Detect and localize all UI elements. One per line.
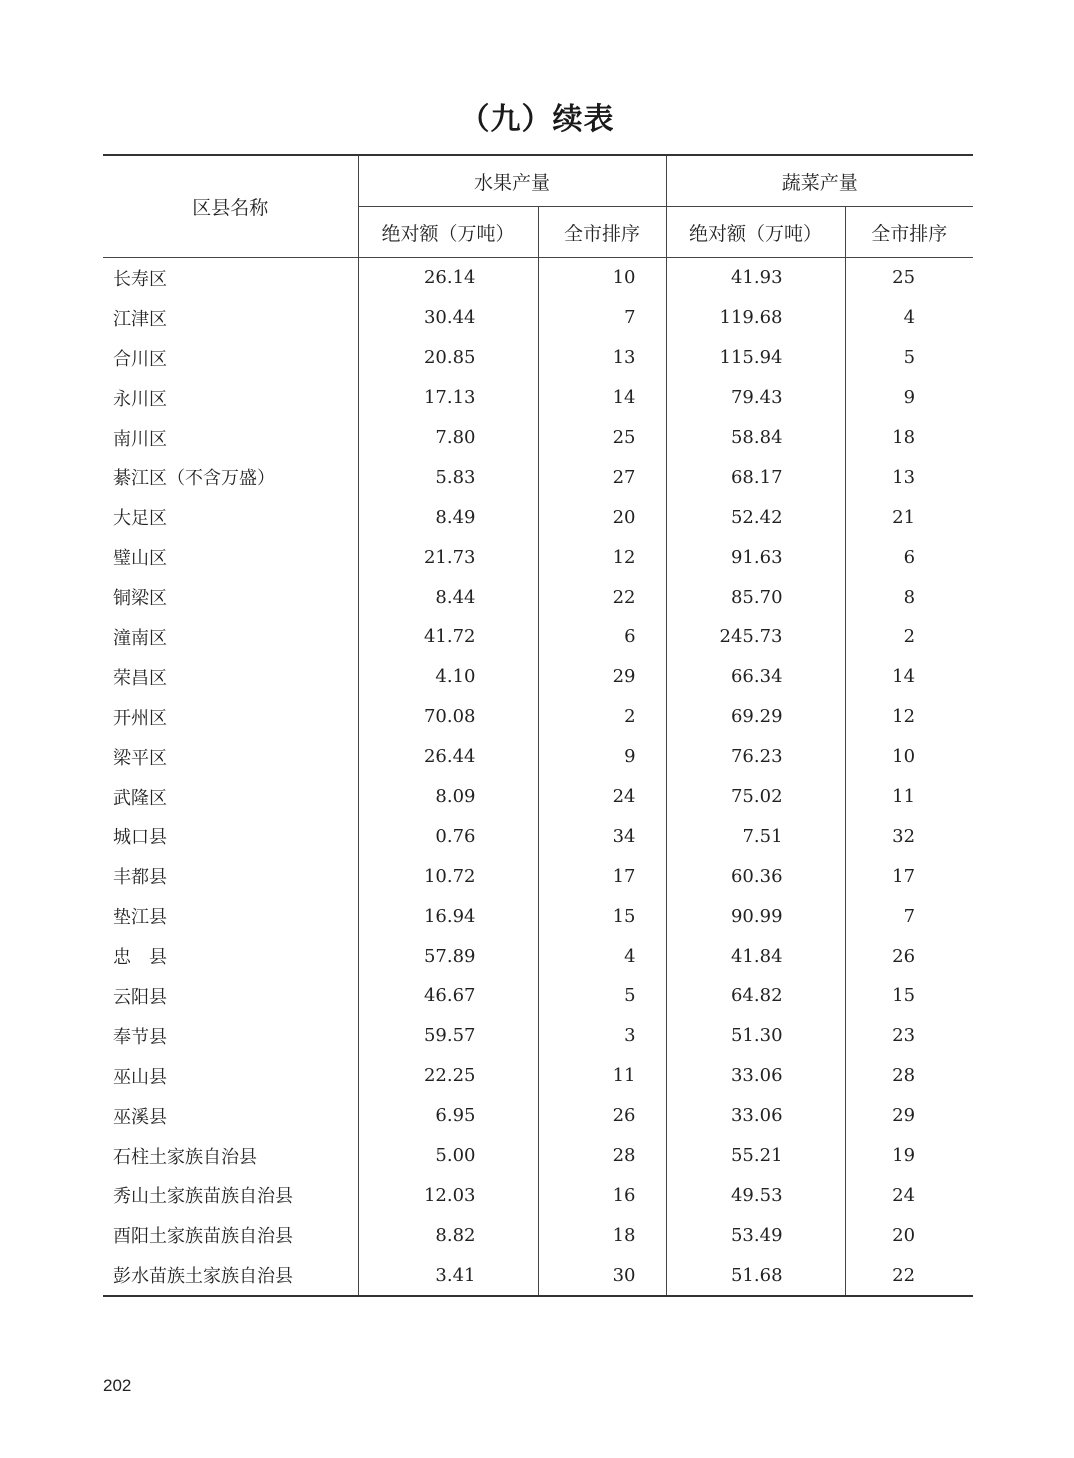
fruit-rank-cell: 9 <box>538 737 666 777</box>
vegetable-amount-cell: 66.34 <box>666 657 845 697</box>
fruit-amount-cell: 0.76 <box>358 816 538 856</box>
vegetable-amount-cell: 58.84 <box>666 418 845 458</box>
fruit-amount-cell: 10.72 <box>358 856 538 896</box>
fruit-amount-cell: 4.10 <box>358 657 538 697</box>
vegetable-amount-cell: 55.21 <box>666 1136 845 1176</box>
vegetable-rank-header: 全市排序 <box>845 207 973 258</box>
table-row <box>103 497 973 537</box>
district-name-cell: 云阳县 <box>113 986 167 1008</box>
vegetable-amount-cell: 52.42 <box>666 497 845 537</box>
district-name-cell: 永川区 <box>113 388 167 410</box>
fruit-rank-cell: 18 <box>538 1215 666 1255</box>
district-name-cell: 垫江县 <box>113 907 167 929</box>
district-name-cell: 奉节县 <box>113 1026 167 1048</box>
district-name-cell: 石柱土家族自治县 <box>113 1146 257 1168</box>
fruit-amount-cell: 21.73 <box>358 537 538 577</box>
district-name-cell: 大足区 <box>113 508 167 530</box>
table-row <box>103 418 973 458</box>
fruit-rank-cell: 11 <box>538 1056 666 1096</box>
production-table <box>103 154 973 1297</box>
fruit-rank-header: 全市排序 <box>538 207 666 258</box>
vegetable-amount-cell: 68.17 <box>666 457 845 497</box>
vegetable-rank-cell: 2 <box>845 617 973 657</box>
district-header: 区县名称 <box>103 155 358 258</box>
fruit-amount-cell: 3.41 <box>358 1255 538 1296</box>
fruit-amount-cell: 30.44 <box>358 298 538 338</box>
vegetable-amount-cell: 91.63 <box>666 537 845 577</box>
fruit-rank-cell: 6 <box>538 617 666 657</box>
vegetable-rank-cell: 20 <box>845 1215 973 1255</box>
fruit-rank-cell: 27 <box>538 457 666 497</box>
district-name-cell: 彭水苗族土家族自治县 <box>113 1266 293 1288</box>
table-row <box>103 1096 973 1136</box>
vegetable-amount-cell: 85.70 <box>666 577 845 617</box>
district-name-cell: 南川区 <box>113 428 167 450</box>
fruit-amount-cell: 26.14 <box>358 258 538 298</box>
vegetable-amount-cell: 69.29 <box>666 697 845 737</box>
fruit-amount-cell: 20.85 <box>358 338 538 378</box>
district-name-cell: 酉阳土家族苗族自治县 <box>113 1226 293 1248</box>
vegetable-rank-cell: 28 <box>845 1056 973 1096</box>
vegetable-rank-cell: 15 <box>845 976 973 1016</box>
vegetable-rank-cell: 29 <box>845 1096 973 1136</box>
fruit-amount-cell: 6.95 <box>358 1096 538 1136</box>
fruit-amount-header: 绝对额（万吨） <box>358 207 538 258</box>
vegetable-rank-cell: 11 <box>845 777 973 817</box>
vegetable-amount-cell: 51.68 <box>666 1255 845 1296</box>
page-title: （九）续表 <box>459 102 615 137</box>
fruit-amount-cell: 12.03 <box>358 1175 538 1215</box>
vegetable-rank-cell: 23 <box>845 1016 973 1056</box>
vegetable-amount-cell: 90.99 <box>666 896 845 936</box>
table-row <box>103 1215 973 1255</box>
table-body <box>103 258 973 1297</box>
fruit-header: 水果产量 <box>358 155 666 207</box>
vegetable-rank-cell: 10 <box>845 737 973 777</box>
fruit-amount-cell: 5.00 <box>358 1136 538 1176</box>
district-name-cell: 璧山区 <box>113 548 167 570</box>
table-row <box>103 777 973 817</box>
district-name-cell: 铜梁区 <box>113 588 167 610</box>
vegetable-amount-cell: 41.84 <box>666 936 845 976</box>
vegetable-amount-cell: 245.73 <box>666 617 845 657</box>
vegetable-amount-cell: 53.49 <box>666 1215 845 1255</box>
fruit-rank-cell: 34 <box>538 816 666 856</box>
vegetable-header: 蔬菜产量 <box>666 155 973 207</box>
vegetable-amount-cell: 79.43 <box>666 378 845 418</box>
vegetable-rank-cell: 32 <box>845 816 973 856</box>
vegetable-amount-cell: 41.93 <box>666 258 845 298</box>
vegetable-rank-cell: 4 <box>845 298 973 338</box>
fruit-amount-cell: 22.25 <box>358 1056 538 1096</box>
district-name-cell: 秀山土家族苗族自治县 <box>113 1186 293 1208</box>
fruit-rank-cell: 3 <box>538 1016 666 1056</box>
table-row <box>103 1255 973 1296</box>
fruit-rank-cell: 2 <box>538 697 666 737</box>
district-name-cell: 綦江区（不含万盛） <box>113 468 275 490</box>
fruit-rank-cell: 15 <box>538 896 666 936</box>
table-row <box>103 537 973 577</box>
vegetable-amount-cell: 49.53 <box>666 1175 845 1215</box>
vegetable-rank-cell: 18 <box>845 418 973 458</box>
table-row <box>103 976 973 1016</box>
fruit-rank-cell: 20 <box>538 497 666 537</box>
table-row <box>103 816 973 856</box>
district-name-cell: 城口县 <box>113 827 167 849</box>
vegetable-amount-cell: 115.94 <box>666 338 845 378</box>
fruit-amount-cell: 41.72 <box>358 617 538 657</box>
fruit-rank-cell: 13 <box>538 338 666 378</box>
fruit-rank-cell: 5 <box>538 976 666 1016</box>
vegetable-rank-cell: 13 <box>845 457 973 497</box>
district-name-cell: 江津区 <box>113 308 167 330</box>
table-row <box>103 457 973 497</box>
vegetable-amount-cell: 7.51 <box>666 816 845 856</box>
fruit-amount-cell: 57.89 <box>358 936 538 976</box>
fruit-rank-cell: 30 <box>538 1255 666 1296</box>
fruit-amount-cell: 16.94 <box>358 896 538 936</box>
vegetable-rank-cell: 22 <box>845 1255 973 1296</box>
fruit-rank-cell: 25 <box>538 418 666 458</box>
district-name-cell: 巫溪县 <box>113 1106 167 1128</box>
fruit-amount-cell: 8.44 <box>358 577 538 617</box>
district-name-cell: 丰都县 <box>113 867 167 889</box>
table-row <box>103 1056 973 1096</box>
fruit-rank-cell: 4 <box>538 936 666 976</box>
district-name-cell: 长寿区 <box>113 268 167 290</box>
district-name-cell: 荣昌区 <box>113 667 167 689</box>
fruit-amount-cell: 8.09 <box>358 777 538 817</box>
fruit-rank-cell: 10 <box>538 258 666 298</box>
table-row <box>103 258 973 298</box>
table-row <box>103 697 973 737</box>
table-row <box>103 1016 973 1056</box>
vegetable-amount-cell: 76.23 <box>666 737 845 777</box>
fruit-rank-cell: 28 <box>538 1136 666 1176</box>
table-row <box>103 936 973 976</box>
vegetable-rank-cell: 24 <box>845 1175 973 1215</box>
vegetable-amount-cell: 33.06 <box>666 1096 845 1136</box>
table-row <box>103 338 973 378</box>
table-row <box>103 657 973 697</box>
fruit-rank-cell: 12 <box>538 537 666 577</box>
vegetable-amount-cell: 60.36 <box>666 856 845 896</box>
vegetable-rank-cell: 26 <box>845 936 973 976</box>
fruit-amount-cell: 8.82 <box>358 1215 538 1255</box>
vegetable-rank-cell: 6 <box>845 537 973 577</box>
fruit-amount-cell: 7.80 <box>358 418 538 458</box>
fruit-amount-cell: 5.83 <box>358 457 538 497</box>
fruit-rank-cell: 26 <box>538 1096 666 1136</box>
table-row <box>103 737 973 777</box>
district-name-cell: 潼南区 <box>113 627 167 649</box>
fruit-rank-cell: 16 <box>538 1175 666 1215</box>
fruit-rank-cell: 24 <box>538 777 666 817</box>
fruit-amount-cell: 26.44 <box>358 737 538 777</box>
fruit-rank-cell: 7 <box>538 298 666 338</box>
table-row <box>103 1136 973 1176</box>
vegetable-amount-cell: 75.02 <box>666 777 845 817</box>
vegetable-rank-cell: 25 <box>845 258 973 298</box>
vegetable-amount-cell: 64.82 <box>666 976 845 1016</box>
table-row <box>103 378 973 418</box>
vegetable-rank-cell: 21 <box>845 497 973 537</box>
fruit-amount-cell: 70.08 <box>358 697 538 737</box>
table-row <box>103 577 973 617</box>
vegetable-rank-cell: 12 <box>845 697 973 737</box>
vegetable-amount-header: 绝对额（万吨） <box>666 207 845 258</box>
district-name-cell: 开州区 <box>113 707 167 729</box>
vegetable-rank-cell: 19 <box>845 1136 973 1176</box>
district-name-cell: 巫山县 <box>113 1066 167 1088</box>
vegetable-rank-cell: 7 <box>845 896 973 936</box>
fruit-amount-cell: 46.67 <box>358 976 538 1016</box>
table-row <box>103 298 973 338</box>
table-header <box>103 155 973 258</box>
vegetable-amount-cell: 51.30 <box>666 1016 845 1056</box>
fruit-amount-cell: 8.49 <box>358 497 538 537</box>
table-row <box>103 856 973 896</box>
fruit-amount-cell: 59.57 <box>358 1016 538 1056</box>
district-name-cell: 武隆区 <box>113 787 167 809</box>
vegetable-amount-cell: 119.68 <box>666 298 845 338</box>
table-row <box>103 1175 973 1215</box>
fruit-rank-cell: 17 <box>538 856 666 896</box>
vegetable-rank-cell: 8 <box>845 577 973 617</box>
fruit-rank-cell: 14 <box>538 378 666 418</box>
fruit-rank-cell: 22 <box>538 577 666 617</box>
page-number: 202 <box>103 1376 132 1395</box>
district-name-cell: 忠 县 <box>113 947 167 969</box>
table-row <box>103 896 973 936</box>
fruit-amount-cell: 17.13 <box>358 378 538 418</box>
vegetable-rank-cell: 17 <box>845 856 973 896</box>
vegetable-amount-cell: 33.06 <box>666 1056 845 1096</box>
district-name-cell: 梁平区 <box>113 747 167 769</box>
fruit-rank-cell: 29 <box>538 657 666 697</box>
table-row <box>103 617 973 657</box>
vegetable-rank-cell: 5 <box>845 338 973 378</box>
vegetable-rank-cell: 9 <box>845 378 973 418</box>
district-name-cell: 合川区 <box>113 348 167 370</box>
vegetable-rank-cell: 14 <box>845 657 973 697</box>
